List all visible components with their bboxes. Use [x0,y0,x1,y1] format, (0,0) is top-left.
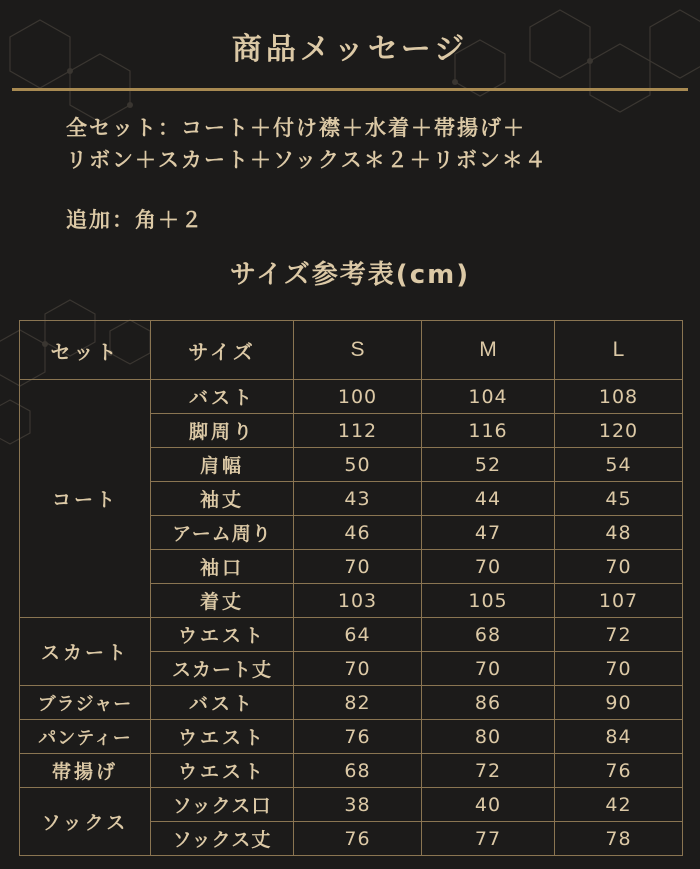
measurement-name-cell: アーム周り [151,516,294,550]
size-l-value-cell: 108 [555,380,683,414]
measurement-name-cell: バスト [151,380,294,414]
size-l-value-cell: 48 [555,516,683,550]
measurement-name-cell: ソックス丈 [151,822,294,856]
size-m-value-cell: 68 [422,618,555,652]
size-s-value-cell: 70 [294,652,422,686]
measurement-name-cell: 着丈 [151,584,294,618]
header-l: L [555,321,683,380]
page-title: 商品メッセージ [231,32,469,67]
set-contents-line-2: リボン＋スカート＋ソックス＊２＋リボン＊４ [66,148,548,172]
size-m-value-cell: 86 [422,686,555,720]
size-s-value-cell: 76 [294,822,422,856]
size-chart-table [19,320,683,856]
set-name-cell: ソックス [20,788,151,856]
size-l-value-cell: 72 [555,618,683,652]
set-name-cell: スカート [20,618,151,686]
size-s-value-cell: 100 [294,380,422,414]
additional-items-line: 追加：角＋２ [66,208,204,232]
size-m-value-cell: 44 [422,482,555,516]
table-row [20,788,683,822]
table-header-row [20,321,683,380]
size-s-value-cell: 43 [294,482,422,516]
size-s-value-cell: 64 [294,618,422,652]
measurement-name-cell: ソックス口 [151,788,294,822]
size-l-value-cell: 120 [555,414,683,448]
header-m: M [422,321,555,380]
header-set: セット [20,321,151,380]
size-m-value-cell: 116 [422,414,555,448]
size-s-value-cell: 70 [294,550,422,584]
set-name-cell: コート [20,380,151,618]
size-m-value-cell: 47 [422,516,555,550]
size-s-value-cell: 112 [294,414,422,448]
measurement-name-cell: ウエスト [151,720,294,754]
size-s-value-cell: 82 [294,686,422,720]
size-s-value-cell: 46 [294,516,422,550]
measurement-name-cell: ウエスト [151,754,294,788]
size-l-value-cell: 45 [555,482,683,516]
size-chart-title: サイズ参考表(cm) [229,260,471,290]
measurement-name-cell: ウエスト [151,618,294,652]
size-m-value-cell: 52 [422,448,555,482]
table-row [20,754,683,788]
set-contents-line-1: 全セット：コート＋付け襟＋水着＋帯揚げ＋ [66,116,526,140]
set-name-cell: ブラジャー [20,686,151,720]
size-m-value-cell: 70 [422,550,555,584]
size-m-value-cell: 80 [422,720,555,754]
size-l-value-cell: 76 [555,754,683,788]
header-size: サイズ [151,321,294,380]
size-l-value-cell: 70 [555,652,683,686]
table-row [20,686,683,720]
table-row [20,720,683,754]
size-s-value-cell: 50 [294,448,422,482]
measurement-name-cell: 袖口 [151,550,294,584]
size-l-value-cell: 42 [555,788,683,822]
size-s-value-cell: 38 [294,788,422,822]
size-m-value-cell: 70 [422,652,555,686]
size-s-value-cell: 103 [294,584,422,618]
header-s: S [294,321,422,380]
measurement-name-cell: スカート丈 [151,652,294,686]
size-s-value-cell: 68 [294,754,422,788]
measurement-name-cell: 袖丈 [151,482,294,516]
size-m-value-cell: 104 [422,380,555,414]
size-l-value-cell: 54 [555,448,683,482]
set-name-cell: 帯揚げ [20,754,151,788]
size-m-value-cell: 105 [422,584,555,618]
title-divider [12,88,688,91]
size-l-value-cell: 78 [555,822,683,856]
measurement-name-cell: 肩幅 [151,448,294,482]
measurement-name-cell: バスト [151,686,294,720]
table-row [20,380,683,414]
size-l-value-cell: 84 [555,720,683,754]
size-l-value-cell: 107 [555,584,683,618]
table-row [20,618,683,652]
measurement-name-cell: 脚周り [151,414,294,448]
size-l-value-cell: 90 [555,686,683,720]
set-name-cell: パンティー [20,720,151,754]
size-m-value-cell: 77 [422,822,555,856]
size-m-value-cell: 72 [422,754,555,788]
size-s-value-cell: 76 [294,720,422,754]
size-l-value-cell: 70 [555,550,683,584]
size-m-value-cell: 40 [422,788,555,822]
